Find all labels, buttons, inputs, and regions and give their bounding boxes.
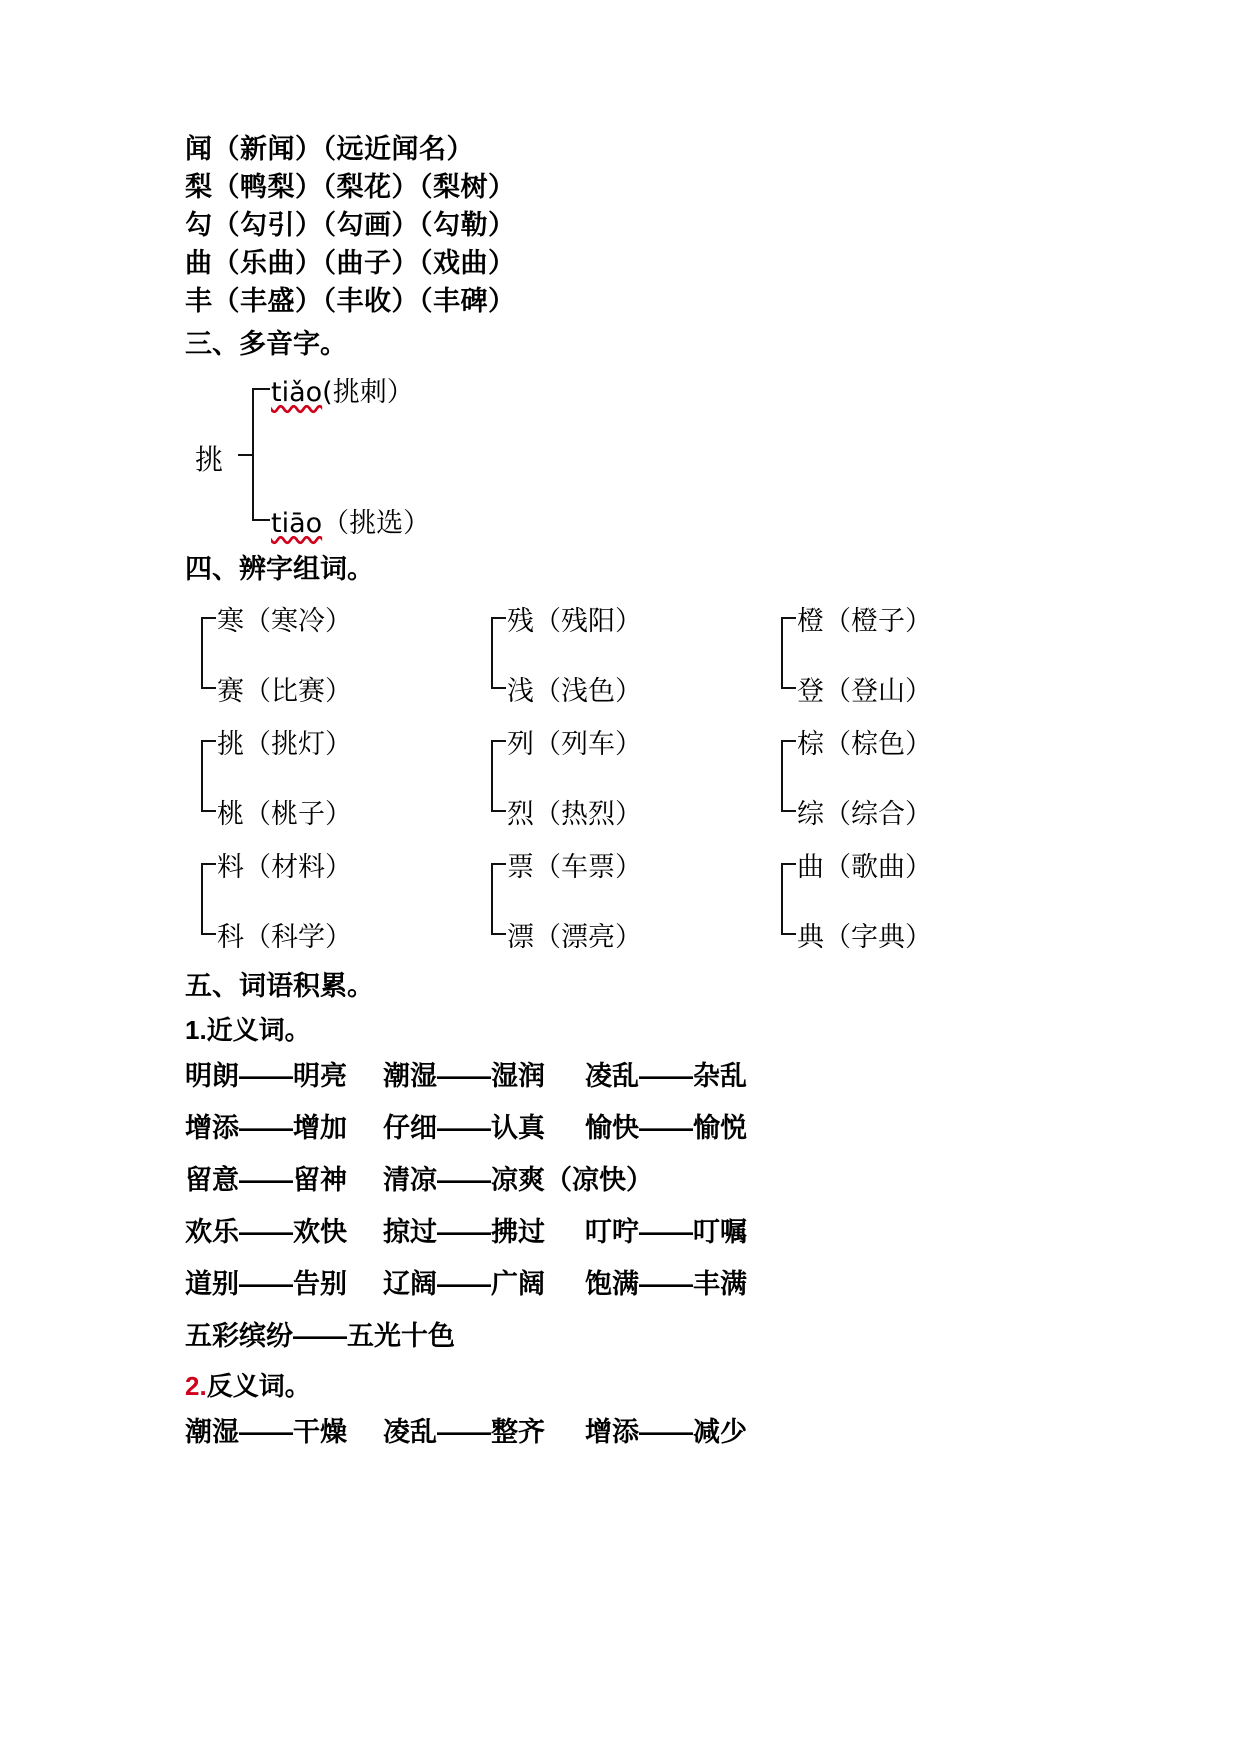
char-pair [193, 843, 443, 958]
bracket-arm-bottom [491, 933, 506, 935]
section-heading-three: 三、多音字。 [185, 329, 347, 359]
bracket-vertical [491, 863, 493, 935]
bracket-vertical [201, 740, 203, 812]
polyphone-entry-top [271, 370, 414, 409]
char-pair-bottom: 赛（比赛） [217, 676, 352, 707]
document-content [185, 130, 1075, 1458]
pinyin-bottom: tiāo [271, 508, 323, 539]
polyphone-entry-bottom [271, 501, 430, 540]
bracket-vertical [201, 617, 203, 689]
bracket-arm-top [201, 740, 216, 742]
bracket-vertical [491, 740, 493, 812]
bracket-arm-top [781, 740, 796, 742]
antonym-pair: 潮湿——干燥 [185, 1417, 347, 1447]
polyphone-diagram [195, 370, 1075, 545]
bracket-arm-top [491, 740, 506, 742]
polyphone-character: 挑 [195, 443, 224, 476]
synonym-pair: 明朗——明亮 [185, 1061, 347, 1091]
bracket-vertical [491, 617, 493, 689]
synonym-row [185, 1154, 1075, 1206]
char-pair-grid [193, 597, 1075, 958]
synonym-pair: 愉快——愉悦 [585, 1113, 747, 1143]
synonym-list [185, 1050, 1075, 1362]
char-pair-top: 料（材料） [217, 852, 352, 883]
bracket-arm-top [491, 863, 506, 865]
word-line: 闻（新闻）（远近闻名） [185, 134, 474, 164]
synonym-pair: 饱满——丰满 [585, 1269, 747, 1299]
section-heading-four: 四、辨字组词。 [185, 554, 374, 584]
synonym-row [185, 1310, 1075, 1362]
bracket-arm-top [491, 617, 506, 619]
word-line: 曲（乐曲）（曲子）（戏曲） [185, 248, 516, 278]
char-pair-row [193, 597, 1075, 712]
synonym-pair: 仔细——认真 [383, 1113, 545, 1143]
char-pair-top: 列（列车） [507, 729, 642, 760]
word-line: 梨（鸭梨）（梨花）（梨树） [185, 172, 516, 202]
bracket-arm-bottom [252, 519, 270, 521]
char-pair-top: 曲（歌曲） [797, 852, 932, 883]
word-list [185, 130, 1075, 320]
bracket-vertical [252, 388, 254, 521]
synonym-pair: 掠过——拂过 [383, 1217, 545, 1247]
char-pair-top: 票（车票） [507, 852, 642, 883]
bracket-arm-bottom [781, 810, 796, 812]
bracket-vertical [781, 740, 783, 812]
pinyin-top: tiǎo [271, 377, 323, 408]
char-pair [483, 843, 733, 958]
bracket-arm-bottom [491, 810, 506, 812]
bracket-vertical [781, 617, 783, 689]
word-bottom: （挑选） [322, 508, 431, 539]
char-pair-top: 挑（挑灯） [217, 729, 352, 760]
word-line: 勾（勾引）（勾画）（勾勒） [185, 210, 516, 240]
synonym-pair: 辽阔——广阔 [383, 1269, 545, 1299]
bracket-arm-top [252, 388, 270, 390]
char-pair-bottom: 桃（桃子） [217, 799, 352, 830]
bracket-arm-top [781, 617, 796, 619]
char-pair-top: 残（残阳） [507, 606, 642, 637]
synonym-pair: 道别——告别 [185, 1269, 347, 1299]
synonym-pair: 潮湿——湿润 [383, 1061, 545, 1091]
char-pair-bottom: 登（登山） [797, 676, 932, 707]
char-pair-top: 橙（橙子） [797, 606, 932, 637]
char-pair-row [193, 720, 1075, 835]
synonym-row [185, 1206, 1075, 1258]
synonym-pair: 凌乱——杂乱 [585, 1061, 747, 1091]
antonym-pair: 凌乱——整齐 [383, 1417, 545, 1447]
char-pair [773, 597, 1023, 712]
section-heading-five: 五、词语积累。 [185, 971, 374, 1001]
subsection-heading-synonyms: 1.近义词。 [185, 1015, 311, 1045]
synonym-row [185, 1050, 1075, 1102]
char-pair-bottom: 漂（漂亮） [507, 922, 642, 953]
antonym-row [185, 1406, 1075, 1458]
char-pair-bottom: 烈（热烈） [507, 799, 642, 830]
list-number: 2. [185, 1371, 207, 1401]
synonym-pair: 留意——留神 [185, 1165, 347, 1195]
char-pair-bottom: 浅（浅色） [507, 676, 642, 707]
bracket-arm-top [201, 617, 216, 619]
synonym-pair: 叮咛——叮嘱 [585, 1217, 747, 1247]
char-pair-top: 寒（寒冷） [217, 606, 352, 637]
bracket-arm-bottom [781, 933, 796, 935]
char-pair [773, 720, 1023, 835]
bracket-vertical [781, 863, 783, 935]
subsection-heading-antonyms [185, 1366, 1075, 1406]
bracket-arm-bottom [491, 687, 506, 689]
bracket-arm-top [781, 863, 796, 865]
bracket-arm-bottom [201, 810, 216, 812]
bracket-arm-bottom [201, 687, 216, 689]
char-pair [193, 720, 443, 835]
char-pair-top: 棕（棕色） [797, 729, 932, 760]
char-pair-bottom: 科（科学） [217, 922, 352, 953]
char-pair-row [193, 843, 1075, 958]
char-pair [483, 597, 733, 712]
char-pair-bottom: 综（综合） [797, 799, 932, 830]
word-line: 丰（丰盛）（丰收）（丰碑） [185, 286, 516, 316]
synonym-row [185, 1102, 1075, 1154]
synonym-pair: 清凉——凉爽（凉快） [383, 1165, 653, 1195]
synonym-row [185, 1258, 1075, 1310]
bracket-arm-top [201, 863, 216, 865]
char-pair [193, 597, 443, 712]
synonym-pair: 欢乐——欢快 [185, 1217, 347, 1247]
bracket-vertical [201, 863, 203, 935]
bracket-arm-bottom [201, 933, 216, 935]
subsection-label: 反义词。 [206, 1371, 311, 1401]
char-pair [483, 720, 733, 835]
bracket-arm-bottom [781, 687, 796, 689]
antonym-list [185, 1406, 1075, 1458]
synonym-pair: 五彩缤纷——五光十色 [185, 1321, 455, 1351]
bracket-stem [238, 454, 252, 456]
char-pair [773, 843, 1023, 958]
antonym-pair: 增添——减少 [585, 1417, 747, 1447]
char-pair-bottom: 典（字典） [797, 922, 932, 953]
synonym-pair: 增添——增加 [185, 1113, 347, 1143]
word-top: (挑刺） [322, 377, 414, 408]
